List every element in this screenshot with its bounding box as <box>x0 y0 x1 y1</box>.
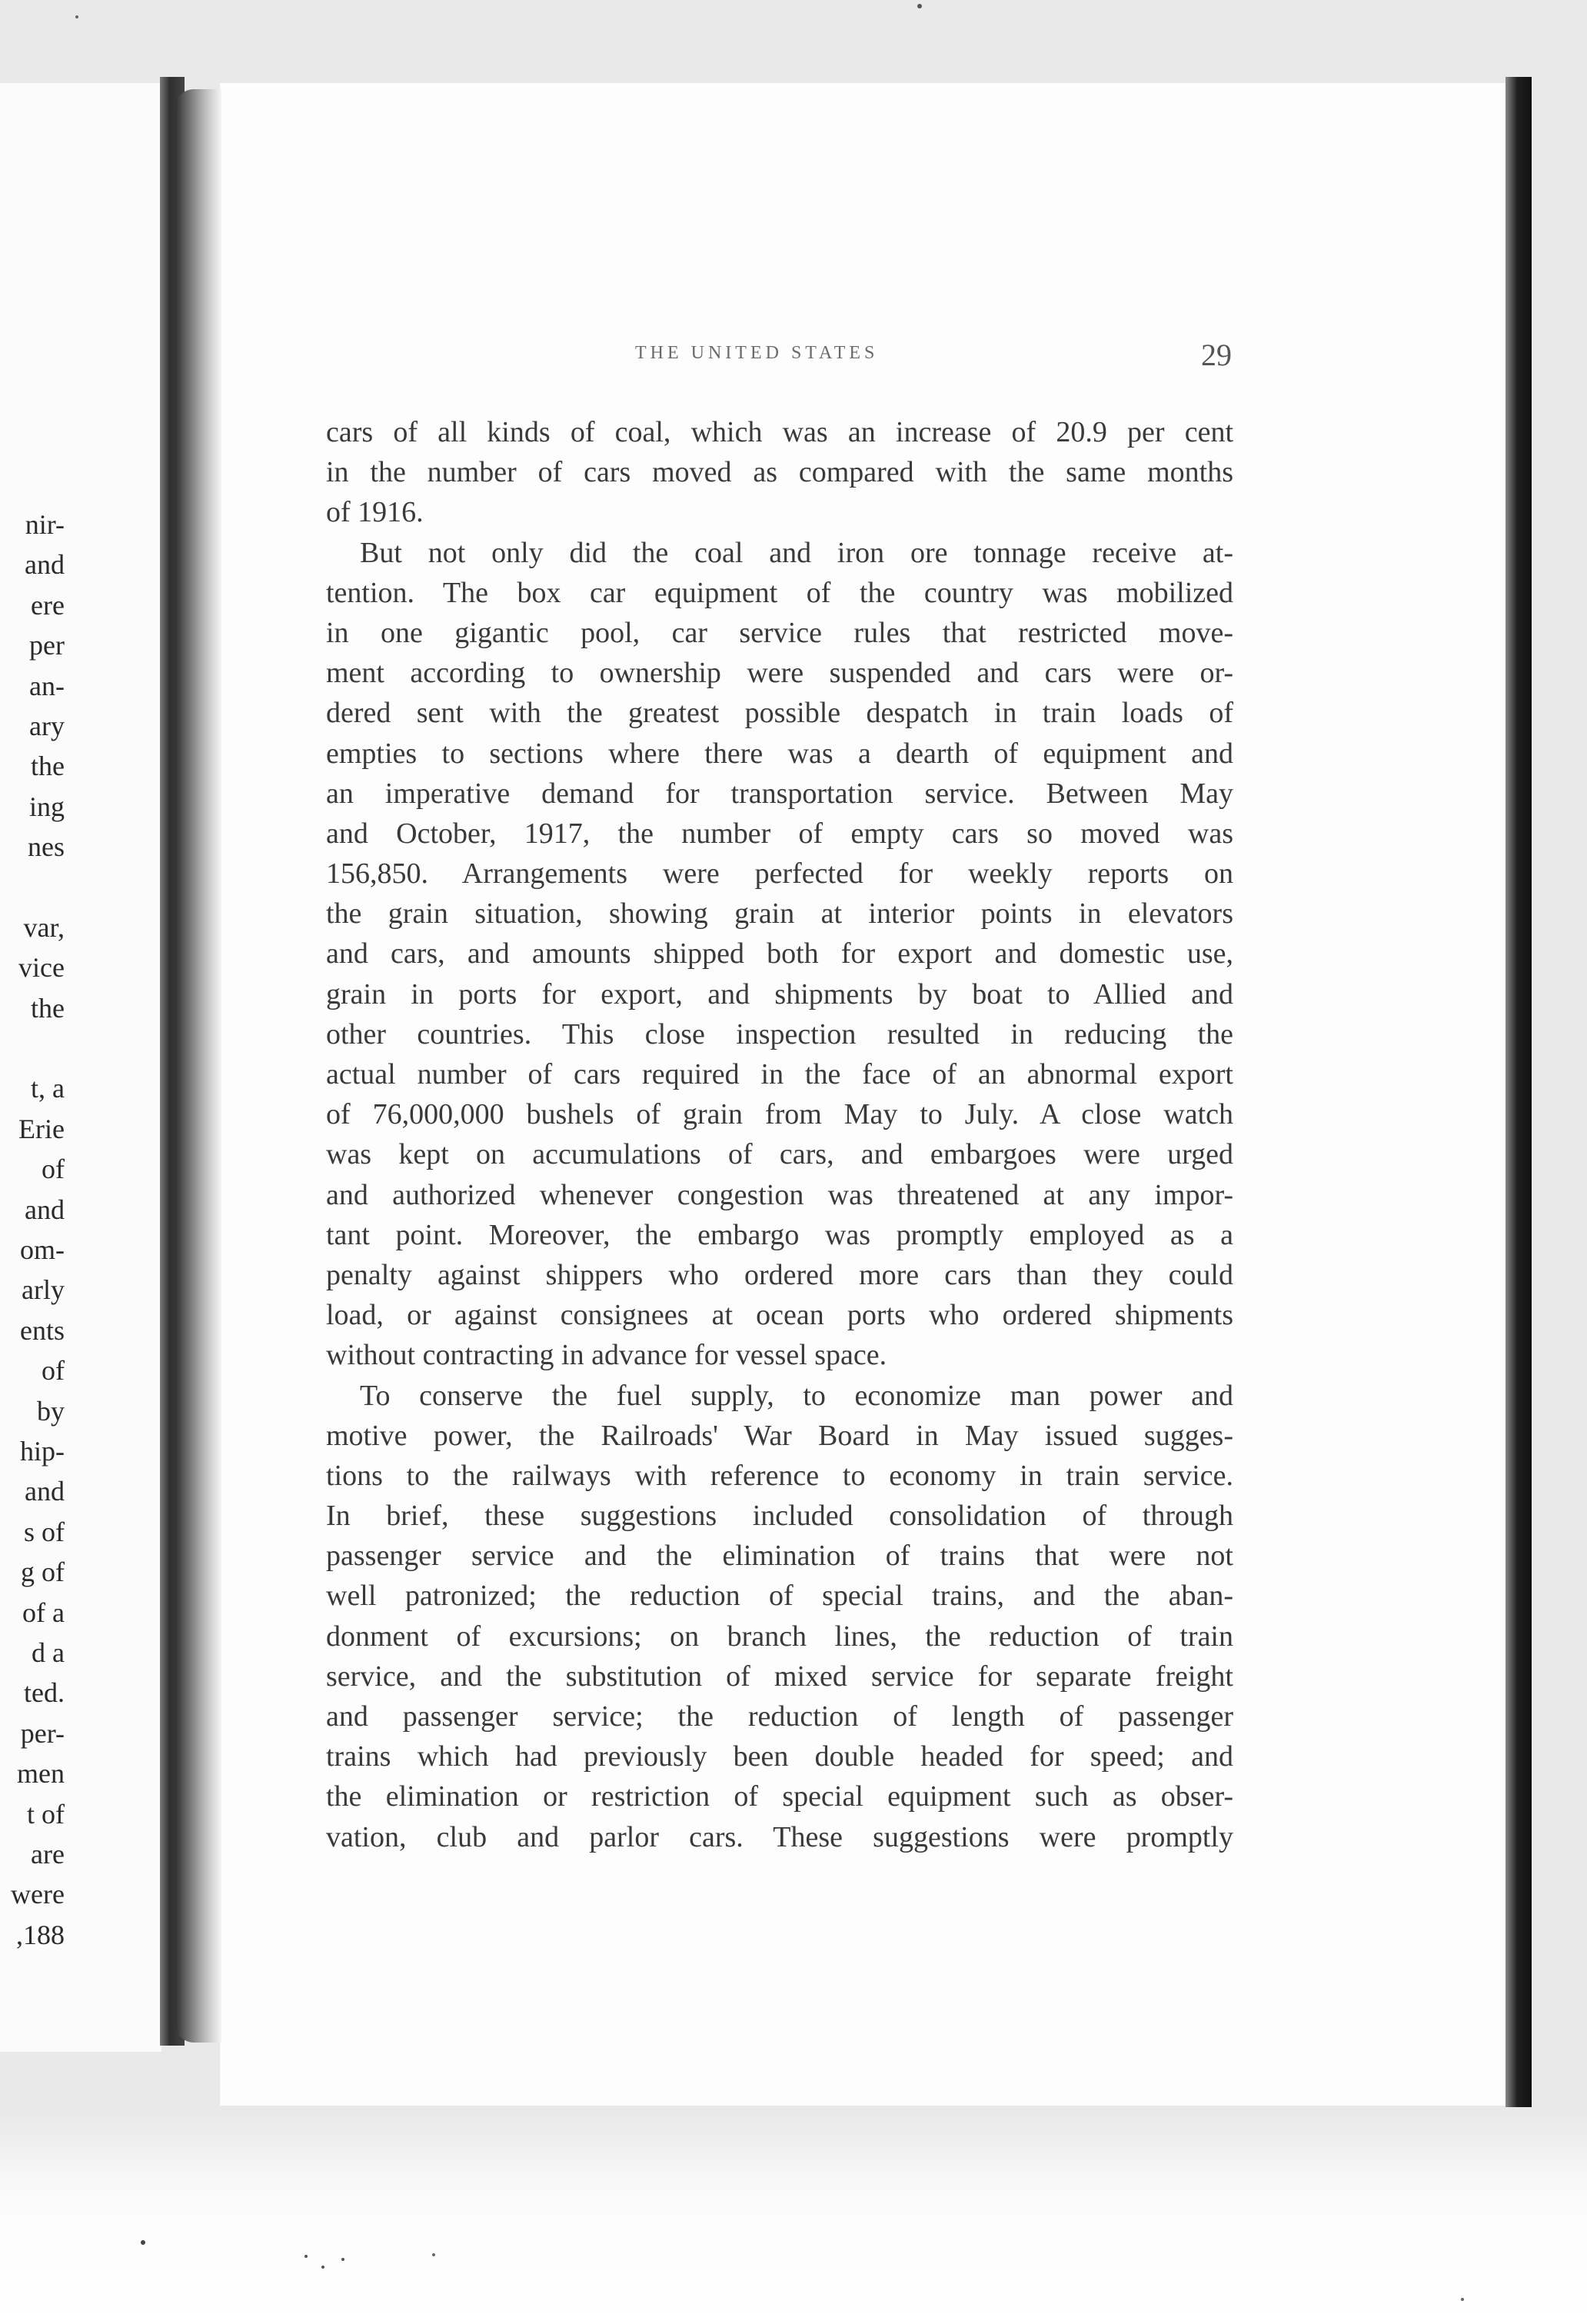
left-page-fragment: d a <box>32 1636 65 1668</box>
text-line: grain in ports for export, and shipments by boat to Allied and <box>326 977 1233 1011</box>
left-page-fragment: g of <box>21 1557 65 1588</box>
dust-speck <box>141 2240 145 2245</box>
left-page-fragment: an- <box>29 670 65 701</box>
text-line: actual number of cars required in the face of an abnormal export <box>326 1058 1233 1090</box>
text-line: other countries. This close inspection resulted in reducing the <box>326 1017 1233 1050</box>
left-page-fragment: arly <box>22 1274 65 1306</box>
left-page-fragment: of <box>42 1355 65 1387</box>
text-line: load, or against consignees at ocean ports who ordered shipments <box>326 1299 1233 1332</box>
left-page-fragment: per <box>29 630 65 661</box>
left-page-fragment: of a <box>22 1597 65 1628</box>
left-page-fragment: ary <box>29 710 65 741</box>
left-page-fragment: and <box>25 1476 65 1507</box>
left-page-fragment: nes <box>28 831 65 863</box>
text-line: was kept on accumulations of cars, and embargoes were urged <box>326 1138 1233 1171</box>
left-page-fragment: the <box>31 992 65 1024</box>
text-line: of 76,000,000 bushels of grain from May to July. A close watch <box>326 1098 1233 1131</box>
text-line: tions to the railways with reference to economy in train service. <box>326 1459 1233 1492</box>
text-line: tention. The box car equipment of the country was mobilized <box>326 576 1233 609</box>
left-page-fragment: ere <box>31 589 65 621</box>
page-number: 29 <box>1201 338 1232 372</box>
text-line: in the number of cars moved as compared with the same months <box>326 456 1233 489</box>
text-line: in one gigantic pool, car service rules that restricted move- <box>326 616 1233 649</box>
dust-speck <box>432 2253 435 2256</box>
text-line: tant point. Moreover, the embargo was promptly employed as a <box>326 1218 1233 1251</box>
text-line: of 1916. <box>326 496 424 529</box>
dust-speck <box>75 15 78 18</box>
left-page-fragment: s of <box>24 1516 65 1547</box>
text-line: and passenger service; the reduction of length of passenger <box>326 1700 1233 1733</box>
text-line: service, and the substitution of mixed service for separate freight <box>326 1660 1233 1693</box>
text-line: 156,850. Arrangements were perfected for weekly reports on <box>326 857 1233 891</box>
left-page-fragment: var, <box>23 911 65 943</box>
left-page-fragment: per- <box>20 1717 65 1749</box>
left-page-fragment: were <box>11 1879 65 1910</box>
left-page-fragment: t of <box>27 1798 65 1830</box>
text-line: and cars, and amounts shipped both for export and domestic use, <box>326 937 1233 971</box>
text-line: passenger service and the elimination of trains that were not <box>326 1540 1233 1573</box>
text-line: the elimination or restriction of special equipment such as obser- <box>326 1780 1233 1813</box>
text-line: and authorized whenever congestion was threatened at any impor- <box>326 1178 1233 1211</box>
dust-speck <box>321 2266 324 2269</box>
left-page-fragment: t, a <box>31 1073 65 1104</box>
left-page-fragment: men <box>17 1758 65 1790</box>
text-line: an imperative demand for transportation service. Between May <box>326 777 1233 810</box>
text-line: and October, 1917, the number of empty cars so moved was <box>326 817 1233 850</box>
left-page-fragment: vice <box>18 952 65 984</box>
left-page-fragment: nir- <box>25 509 65 540</box>
left-page-fragment: ,188 <box>16 1919 65 1950</box>
dust-speck <box>304 2255 308 2258</box>
text-line: penalty against shippers who ordered more cars than they could <box>326 1258 1233 1291</box>
text-line: cars of all kinds of coal, which was an increase of 20.9 per cent <box>326 416 1233 448</box>
text-line: trains which had previously been double headed for speed; and <box>326 1740 1233 1773</box>
text-line: without contracting in advance for vessel space. <box>326 1339 887 1372</box>
text-line: ment according to ownership were suspended and cars were or- <box>326 657 1233 690</box>
text-line: But not only did the coal and iron ore tonnage receive at- <box>360 536 1233 569</box>
dust-speck <box>1461 2298 1464 2301</box>
left-page-fragment: om- <box>20 1234 65 1266</box>
text-line: the grain situation, showing grain at interior points in elevators <box>326 897 1233 931</box>
running-head: THE UNITED STATES <box>635 343 879 363</box>
left-page-fragment: and <box>25 1194 65 1225</box>
left-page-fragment: of <box>42 1154 65 1185</box>
left-page-fragment: the <box>31 751 65 782</box>
text-line: dered sent with the greatest possible despatch in train loads of <box>326 697 1233 730</box>
left-page-fragment: and <box>25 549 65 581</box>
text-line: donment of excursions; on branch lines, the reduction of train <box>326 1620 1233 1653</box>
left-page-fragment: ted. <box>24 1677 65 1709</box>
text-line: vation, club and parlor cars. These suggestions were promptly <box>326 1820 1233 1853</box>
left-page-fragment: are <box>31 1838 65 1870</box>
dust-speck <box>917 4 922 8</box>
left-page-fragment: Erie <box>18 1113 65 1144</box>
dust-speck <box>341 2258 344 2261</box>
left-page-fragment: ents <box>20 1314 65 1346</box>
text-line: empties to sections where there was a dearth of equipment and <box>326 737 1233 770</box>
left-page-fragment: ing <box>28 791 65 822</box>
text-line: well patronized; the reduction of special trains, and the aban- <box>326 1580 1233 1613</box>
text-line: To conserve the fuel supply, to economize man power and <box>360 1379 1233 1412</box>
left-page-fragment: hip- <box>20 1435 65 1467</box>
text-line: In brief, these suggestions included consolidation of through <box>326 1500 1233 1533</box>
text-line: motive power, the Railroads' War Board in May issued sugges- <box>326 1419 1233 1452</box>
left-page-fragment: by <box>37 1395 65 1427</box>
